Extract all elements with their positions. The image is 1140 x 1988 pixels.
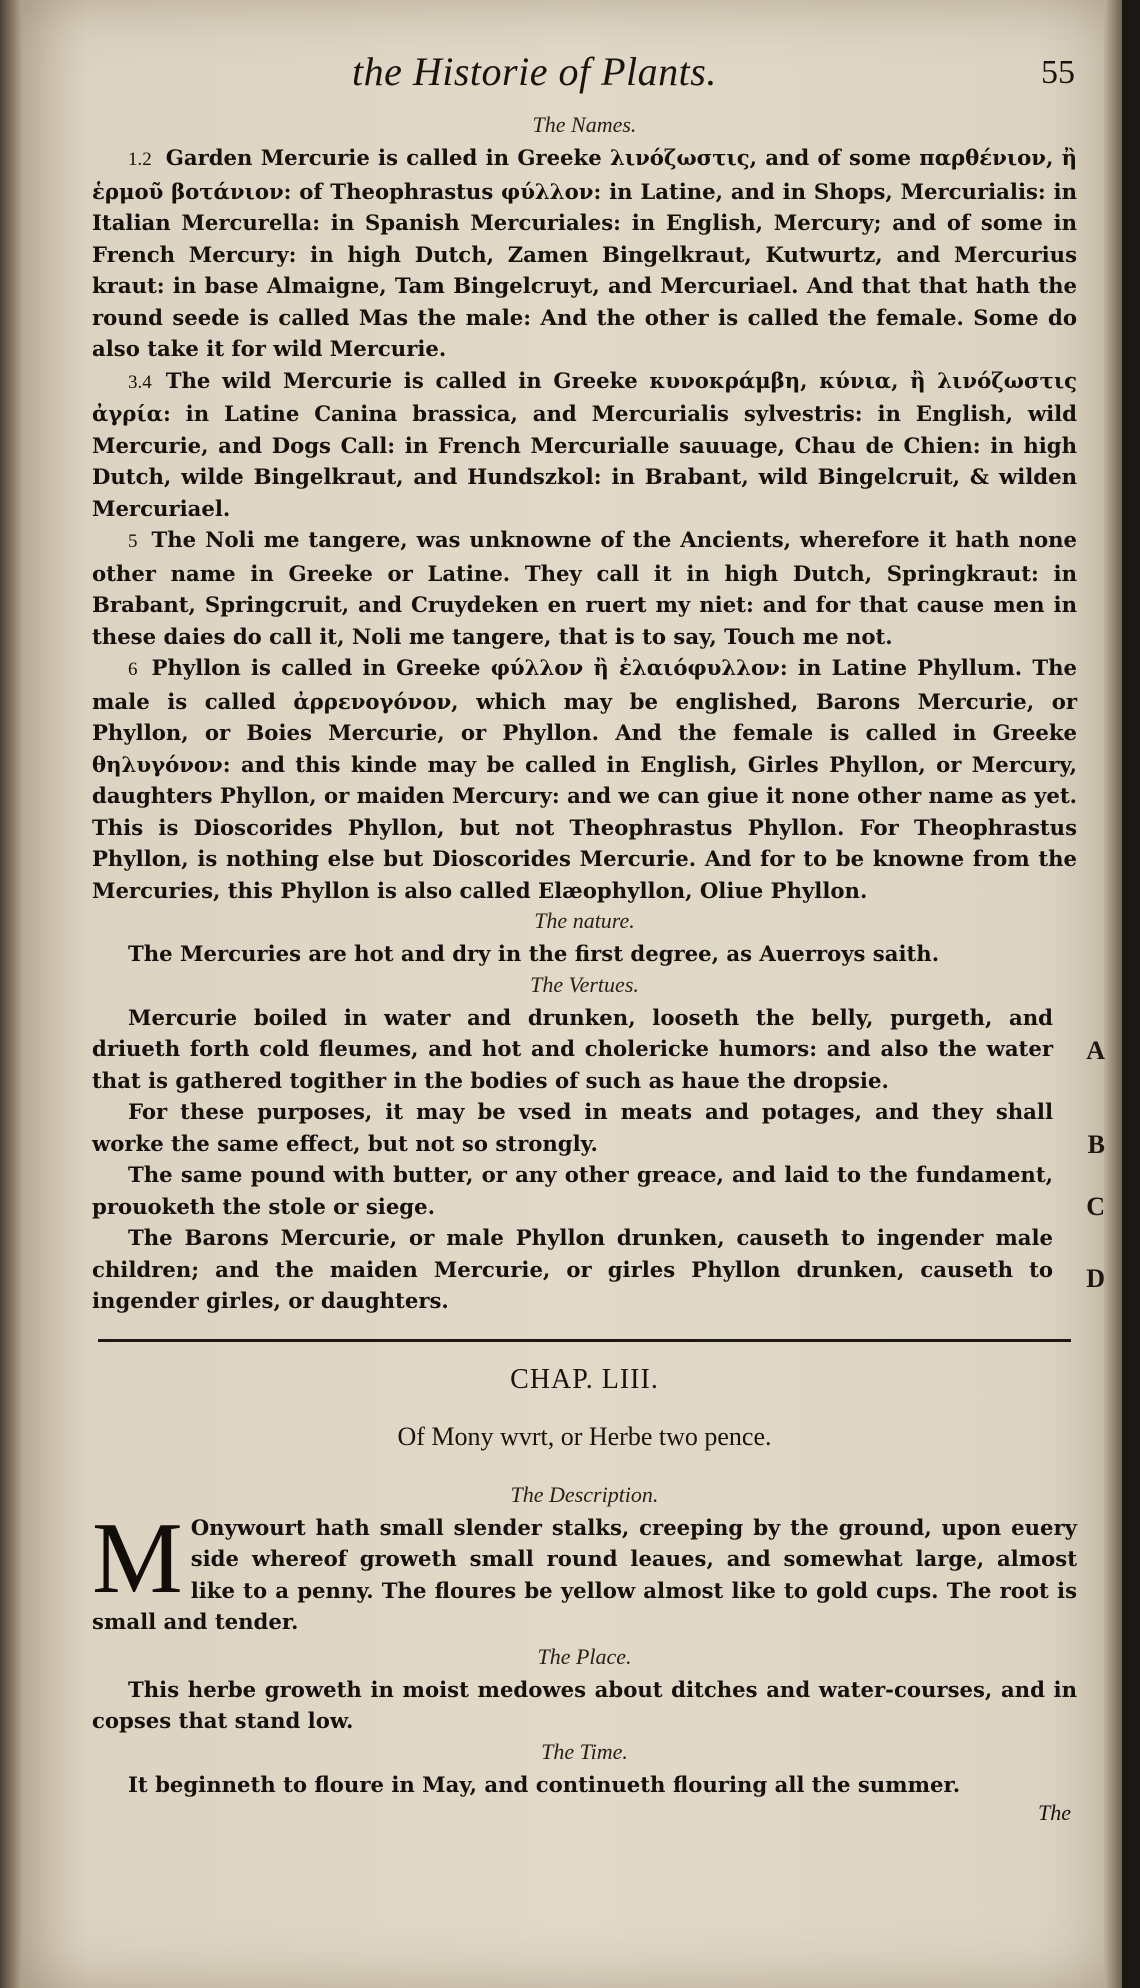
names-paragraph <box>92 142 1077 365</box>
names-paragraph <box>92 365 1077 525</box>
vertues-paragraph: The Barons Mercurie, or male Phyllon drunken, causeth to ingender male children; and the maiden Mercurie, or girles Phyllon drunken, causeth to ingender girles, or daughters. <box>92 1225 1053 1313</box>
time-text: It beginneth to floure in May, and continueth flouring all the summer. <box>128 1771 961 1797</box>
page-edge <box>1104 0 1122 1988</box>
paragraph-text: The Noli me tangere, was unknowne of the Ancients, wherefore it hath none other name in Greeke or Latine. They call it in high Dutch, Springkraut: in Brabant, Springcruit, and Cruydeken en ruert my niet: and for that cause men in these daies do call it, Noli me tangere, that is to say, Touch me not. <box>92 527 1077 649</box>
drop-cap-letter: M <box>92 1501 183 1615</box>
page-header <box>92 40 1077 110</box>
catchword-line <box>92 1800 1077 1830</box>
margin-letter-b: B <box>1087 1129 1105 1159</box>
names-paragraph <box>92 652 1077 906</box>
description-section <box>92 1501 1077 1638</box>
time-heading: The Time. <box>541 1738 628 1764</box>
names-section <box>92 142 1077 906</box>
description-text: Onywourt hath small slender stalks, creeping by the ground, upon euery side whereof groweth small round leaues, and somewhat large, almost like to a penny. The floures be yellow almost like to gold cups. The root is small and tender. <box>92 1514 1077 1634</box>
nature-heading: The nature. <box>534 908 635 933</box>
paragraph-text: Garden Mercurie is called in Greeke λινόζωστις, and of some παρθένιον, ἢ ἑρμοῦ βοτάνιον: of Theophrastus φύλλον: in Latine, and in Shops, Mercurialis: in Italian Mercurella: in Spanish Mercuriales: in English, Mercury; and of some in French Mercury: in high Dutch, Zamen Bingelkraut, Kutwurtz, and Mercurius kraut: in base Almaigne, Tam Bingelcruyt, and Mercuriael. And that that hath the round seede is called Mas the male: And the other is called the female. Some do also take it for wild Mercurie. <box>92 145 1077 361</box>
paragraph-number: 6 <box>128 659 138 680</box>
vertues-paragraph: For these purposes, it may be vsed in meats and potages, and they shall worke the same effect, but not so strongly. <box>92 1099 1053 1156</box>
vertues-section <box>92 1002 1105 1317</box>
vertues-paragraph: The same pound with butter, or any other greace, and laid to the fundament, prouoketh the stole or siege. <box>92 1162 1053 1219</box>
chapter-title: CHAP. LIII. <box>510 1363 659 1395</box>
nature-text: The Mercuries are hot and dry in the first degree, as Auerroys saith. <box>128 941 940 966</box>
paragraph-number: 5 <box>128 531 138 552</box>
book-spine-shadow <box>0 0 22 1988</box>
margin-letter-d: D <box>1086 1263 1105 1293</box>
description-heading: The Description. <box>510 1481 659 1507</box>
paragraph-text: Phyllon is called in Greeke φύλλον ἢ ἐλαιόφυλλον: in Latine Phyllum. The male is called ἀρρενογόνον, which may be englished, Barons Mercurie, or Phyllon, or Boies Mercurie, or Phyllon. And the female is called in Greeke θηλυγόνον: and this kinde may be called in English, Girles Phyllon, or Mercury, daughters Phyllon, or maiden Mercury: and we can giue it none other name as yet. This is Dioscorides Phyllon, but not Theophrastus Phyllon. For Theophrastus Phyllon, is nothing else but Dioscorides Mercurie. And for to be knowne from the Mercuries, this Phyllon is also called Elæophyllon, Oliue Phyllon. <box>92 655 1077 903</box>
margin-letter-c: C <box>1086 1191 1105 1221</box>
book-page <box>22 0 1122 1988</box>
place-heading: The Place. <box>537 1643 632 1669</box>
page-number: 55 <box>1041 54 1075 91</box>
paragraph-text: The wild Mercurie is called in Greeke κυνοκράμβη, κύνια, ἢ λινόζωστις ἀγρία: in Latine Canina brassica, and Mercurialis sylvestris: in English, wild Mercurie, and Dogs Call: in French Mercurialle sauuage, Chau de Chien: in high Dutch, wilde Bingelkraut, and Hundszkol: in Brabant, wild Bingelcruit, & wilden Mercuriael. <box>92 367 1077 521</box>
margin-letter-a: A <box>1086 1035 1105 1065</box>
chapter-divider-rule <box>98 1339 1071 1342</box>
catchword: The <box>1038 1800 1071 1825</box>
margin-letters <box>1075 1002 1105 1317</box>
place-text: This herbe groweth in moist medowes about ditches and water-courses, and in copses that stand low. <box>92 1676 1077 1733</box>
paragraph-number: 3.4 <box>128 371 152 393</box>
running-title: the Historie of Plants. <box>352 49 717 94</box>
vertues-heading: The Vertues. <box>530 971 639 997</box>
names-heading: The Names. <box>532 112 637 137</box>
page-content <box>92 40 1105 1830</box>
chapter-subject: Of Mony wvrt, or Herbe two pence. <box>397 1421 772 1451</box>
vertues-paragraph: Mercurie boiled in water and drunken, looseth the belly, purgeth, and driueth forth cold fleumes, and hot and cholericke humors: and also the water that is gathered togither in the bodies of such as haue the dropsie. <box>92 1004 1053 1093</box>
paragraph-number: 1.2 <box>128 149 152 170</box>
names-paragraph <box>92 524 1077 652</box>
